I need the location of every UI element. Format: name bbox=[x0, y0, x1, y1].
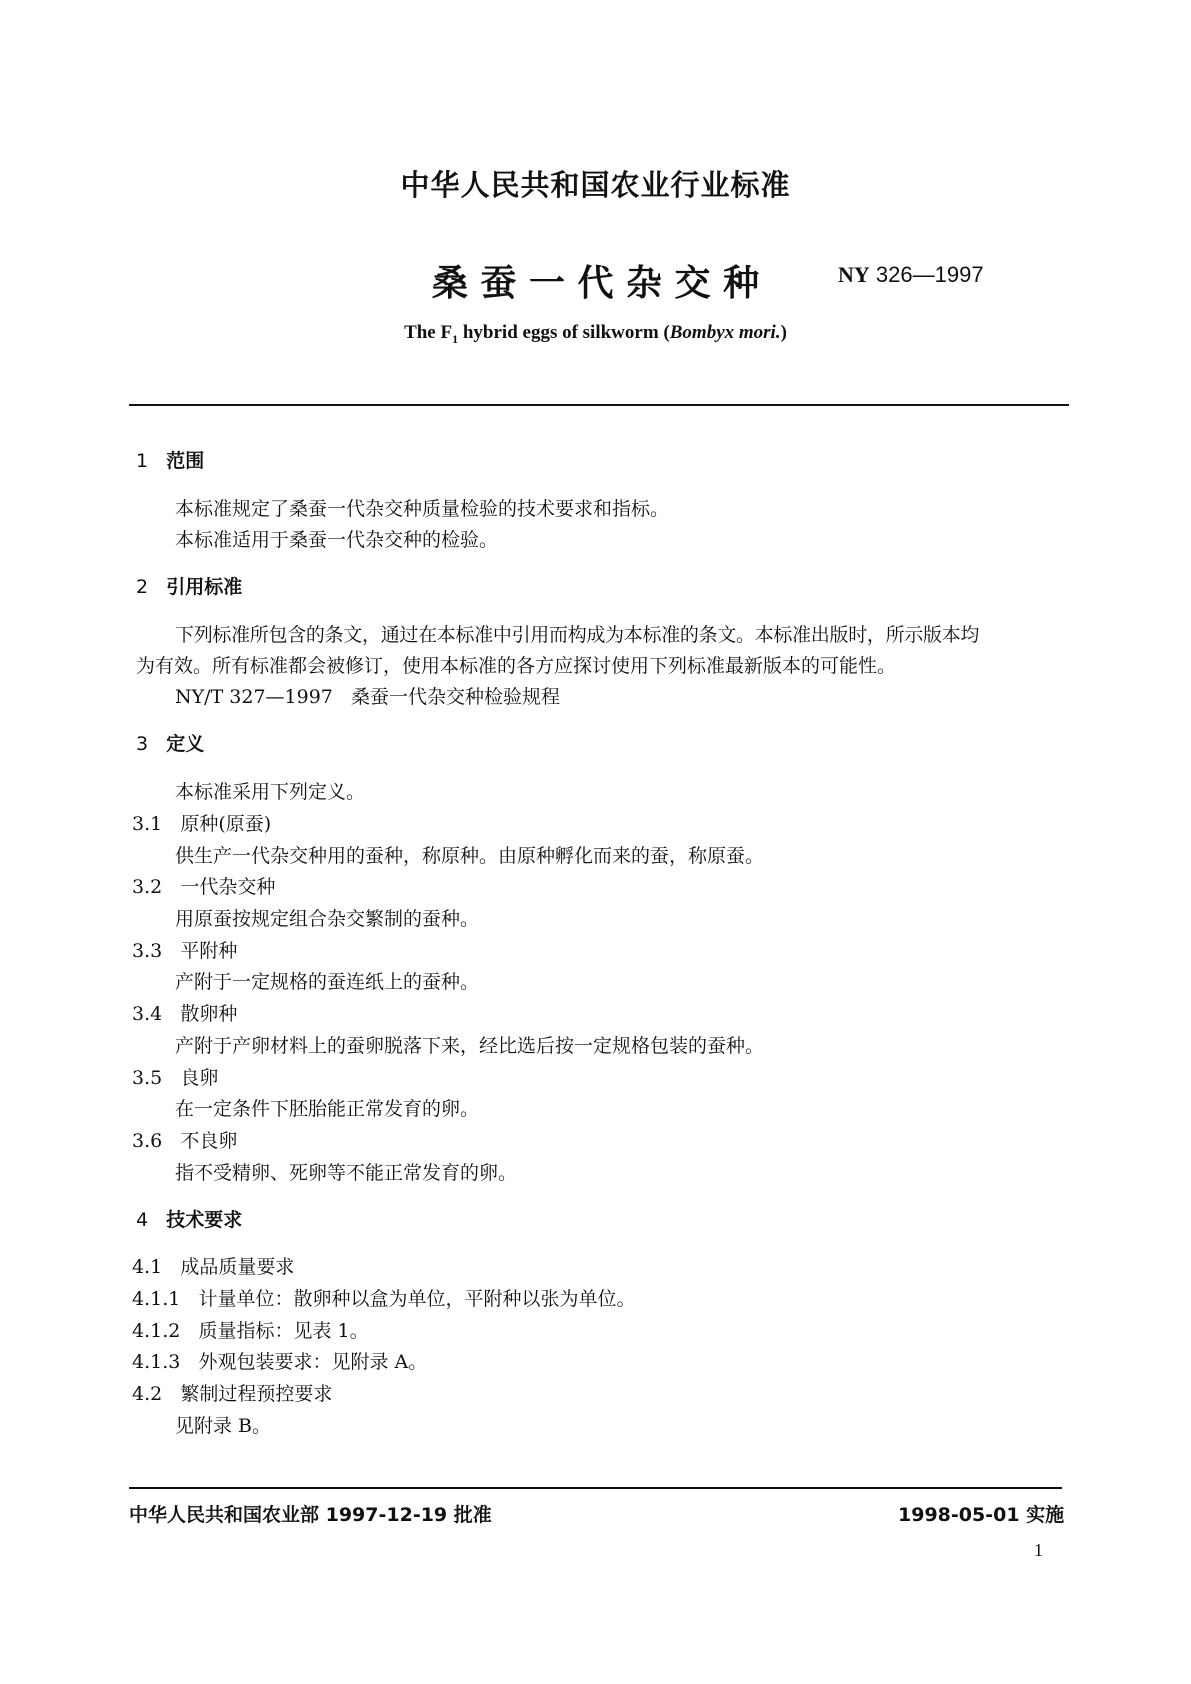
requirement-4-1: 4.1 成品质量要求 bbox=[132, 1256, 295, 1278]
reference-code: NY/T 327—1997 bbox=[175, 686, 333, 708]
definition-3-5-text: 在一定条件下胚胎能正常发育的卵。 bbox=[175, 1098, 480, 1120]
english-title-mid: hybrid eggs of silkworm ( bbox=[458, 322, 670, 343]
reference-standard bbox=[175, 682, 560, 709]
bottom-divider bbox=[129, 1487, 1062, 1489]
page-number: 1 bbox=[1034, 1540, 1043, 1560]
standard-code-prefix: NY bbox=[838, 262, 870, 287]
definition-3-5-term: 3.5 良卵 bbox=[132, 1067, 219, 1089]
standard-code-number: 326—1997 bbox=[875, 262, 984, 287]
english-title-subscript: 1 bbox=[452, 331, 459, 346]
definition-3-3-term: 3.3 平附种 bbox=[132, 940, 238, 962]
approval-date: 中华人民共和国农业部 1997-12-19 批准 bbox=[129, 1504, 492, 1526]
definition-3-3-text: 产附于一定规格的蚕连纸上的蚕种。 bbox=[175, 971, 480, 993]
definition-3-1-text: 供生产一代杂交种用的蚕种，称原种。由原种孵化而来的蚕，称原蚕。 bbox=[175, 845, 765, 867]
section-1-heading: 1 范围 bbox=[136, 450, 205, 472]
definition-3-6-text: 指不受精卵、死卵等不能正常发育的卵。 bbox=[175, 1162, 518, 1184]
english-title bbox=[0, 322, 1191, 347]
section-3-intro: 本标准采用下列定义。 bbox=[175, 781, 366, 803]
english-title-pre: The F bbox=[404, 322, 453, 343]
definition-3-2-term: 3.2 一代杂交种 bbox=[132, 876, 276, 898]
requirement-4-2-text: 见附录 B。 bbox=[175, 1415, 272, 1437]
standard-title: 桑 蚕 一 代 杂 交 种 bbox=[431, 263, 760, 304]
definition-3-1-term: 3.1 原种(原蚕) bbox=[132, 813, 272, 835]
definition-3-4-text: 产附于产卵材料上的蚕卵脱落下来，经比选后按一定规格包装的蚕种。 bbox=[175, 1035, 765, 1057]
requirement-4-1-2: 4.1.2 质量指标：见表 1。 bbox=[132, 1320, 369, 1342]
top-divider bbox=[129, 404, 1069, 406]
section-1-paragraph-1: 本标准规定了桑蚕一代杂交种质量检验的技术要求和指标。 bbox=[175, 498, 670, 520]
effective-date: 1998-05-01 实施 bbox=[898, 1504, 1065, 1526]
standard-code bbox=[838, 262, 984, 288]
section-3-heading: 3 定义 bbox=[136, 733, 205, 755]
definition-3-2-text: 用原蚕按规定组合杂交繁制的蚕种。 bbox=[175, 908, 480, 930]
section-2-heading: 2 引用标准 bbox=[136, 576, 243, 598]
definition-3-6-term: 3.6 不良卵 bbox=[132, 1130, 238, 1152]
section-4-heading: 4 技术要求 bbox=[136, 1209, 243, 1231]
requirement-4-2: 4.2 繁制过程预控要求 bbox=[132, 1383, 333, 1405]
section-1-paragraph-2: 本标准适用于桑蚕一代杂交种的检验。 bbox=[175, 529, 499, 551]
english-title-species: Bombyx mori. bbox=[669, 322, 781, 343]
section-2-paragraph-line-1: 下列标准所包含的条文，通过在本标准中引用而构成为本标准的条文。本标准出版时，所示版本均 bbox=[175, 624, 980, 646]
section-2-paragraph-line-2: 为有效。所有标准都会被修订，使用本标准的各方应探讨使用下列标准最新版本的可能性。 bbox=[136, 655, 897, 677]
requirement-4-1-1: 4.1.1 计量单位：散卵种以盒为单位，平附种以张为单位。 bbox=[132, 1288, 636, 1310]
definition-3-4-term: 3.4 散卵种 bbox=[132, 1003, 238, 1025]
org-title: 中华人民共和国农业行业标准 bbox=[400, 168, 791, 202]
requirement-4-1-3: 4.1.3 外观包装要求：见附录 A。 bbox=[132, 1351, 428, 1373]
english-title-post: ) bbox=[780, 322, 787, 343]
reference-title: 桑蚕一代杂交种检验规程 bbox=[351, 686, 561, 708]
